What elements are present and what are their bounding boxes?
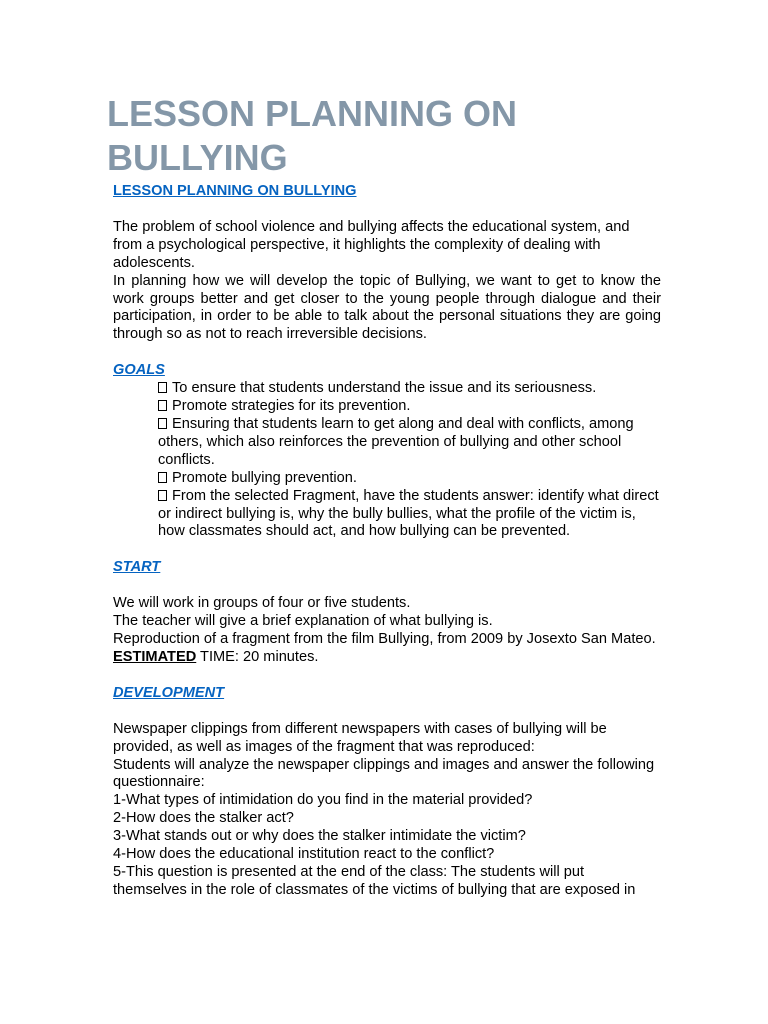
goal-text: Promote strategies for its prevention. [172,398,411,415]
estimated-time [113,649,661,667]
start-line: Reproduction of a fragment from the film Bullying, from 2009 by Josexto San Mateo. [113,631,656,648]
goal-item [158,416,661,470]
intro-paragraph-2: In planning how we will develop the topic of Bullying, we want to get to know the work groups better and get closer to the young people through dialogue and their participation, in order to be able to talk about the personal situations they are going through so as not to reach irreversible decisions. [113,272,661,343]
start-line: We will work in groups of four or five students. [113,595,411,612]
development-heading: DEVELOPMENT [113,684,225,701]
development-line: Students will analyze the newspaper clippings and images and answer the following questionnaire: [113,756,655,791]
goal-text: To ensure that students understand the issue and its seriousness. [172,380,597,397]
goal-text: Promote bullying prevention. [172,469,357,486]
goal-text: Ensuring that students learn to get along and deal with conflicts, among others, which also reinforces the prevention of bullying and other school conflicts. [158,415,634,468]
missing-glyph-icon [158,400,167,411]
goal-item [158,398,661,416]
missing-glyph-icon [158,490,167,501]
start-line: The teacher will give a brief explanation of what bullying is. [113,613,493,630]
intro-paragraph-1: The problem of school violence and bullying affects the educational system, and from a psychological perspective, it highlights the complexity of dealing with adolescents. [113,218,630,271]
development-line: 3-What stands out or why does the stalker intimidate the victim? [113,828,526,845]
goal-item [158,488,661,542]
goals-list [113,380,661,541]
start-heading: START [113,559,161,576]
goal-item [158,470,661,488]
goal-item [158,380,661,398]
goals-heading: GOALS [113,362,165,379]
development-line: 4-How does the educational institution react to the conflict? [113,846,495,863]
goal-text: From the selected Fragment, have the students answer: identify what direct or indirect bullying is, why the bully bullies, what the profile of the victim is, how classmates should act, and how bullying can be prevented. [158,487,659,540]
estimated-value: TIME: 20 minutes. [196,648,319,665]
missing-glyph-icon [158,382,167,393]
development-line: 2-How does the stalker act? [113,810,294,827]
missing-glyph-icon [158,472,167,483]
document-title: LESSON PLANNING ON BULLYING [107,93,518,178]
document-body [113,183,661,900]
development-line: 1-What types of intimidation do you find in the material provided? [113,792,533,809]
missing-glyph-icon [158,418,167,429]
estimated-label: ESTIMATED [113,648,197,665]
development-line: 5-This question is presented at the end of the class: The students will put themselves in the role of classmates of the victims of bullying that are exposed in [113,864,636,898]
development-line: Newspaper clippings from different newspapers with cases of bullying will be provided, as well as images of the fragment that was reproduced: [113,720,607,755]
subtitle-link[interactable]: LESSON PLANNING ON BULLYING [113,183,357,199]
